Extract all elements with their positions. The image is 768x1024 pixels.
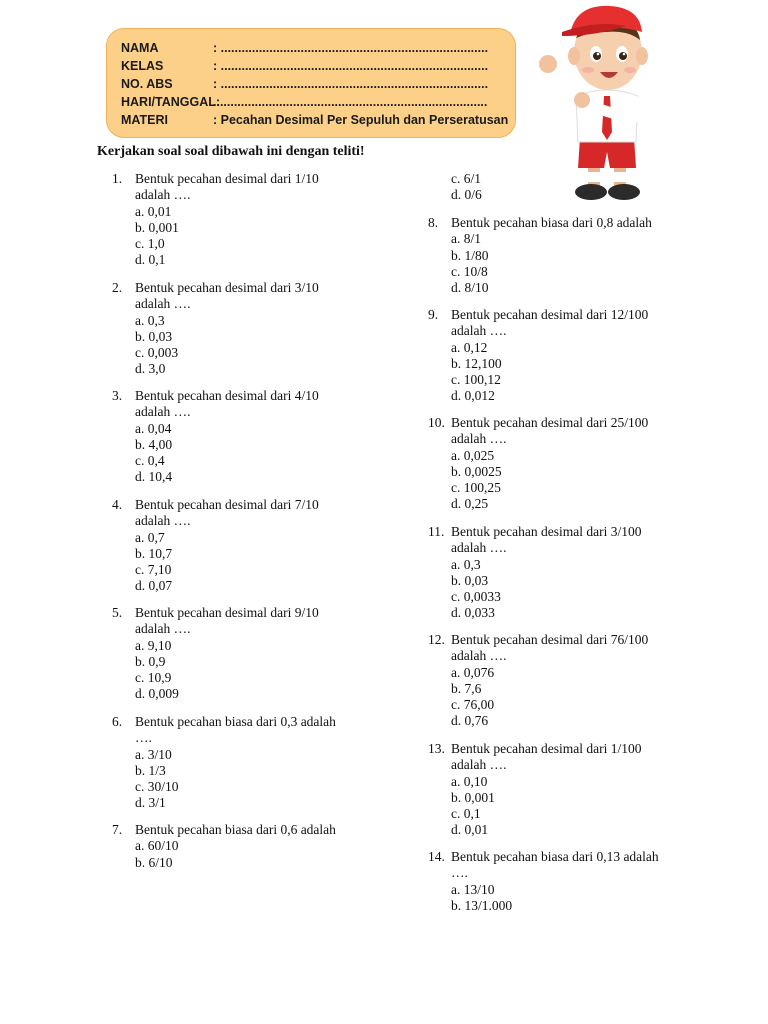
subject-value: : Pecahan Desimal Per Sepuluh dan Perseratusan	[213, 113, 509, 127]
question-text-cont: adalah ….	[135, 513, 191, 529]
option-b[interactable]: b. 6/10	[135, 854, 173, 870]
question-10	[430, 415, 680, 513]
date-field[interactable]: ...............................................................................	[213, 95, 488, 109]
question-number: 7.	[112, 822, 123, 837]
option-a[interactable]: a. 0,12	[451, 339, 488, 355]
question-2	[114, 280, 354, 378]
option-a[interactable]: a. 0,04	[135, 420, 172, 436]
question-number: 10.	[428, 415, 445, 430]
question-text: Bentuk pecahan desimal dari 3/10	[135, 280, 319, 295]
question-text-cont: adalah ….	[135, 621, 191, 637]
question-number: 8.	[428, 215, 439, 230]
option-a[interactable]: a. 3/10	[135, 746, 172, 762]
question-number: 11.	[428, 524, 445, 539]
class-field[interactable]: : .............................................................................	[213, 59, 489, 73]
student-info-box	[106, 28, 516, 138]
question-number: 4.	[112, 497, 123, 512]
option-b[interactable]: b. 10,7	[135, 545, 173, 561]
question-text: Bentuk pecahan desimal dari 76/100	[451, 632, 649, 647]
question-text: Bentuk pecahan desimal dari 12/100	[451, 307, 649, 322]
question-number: 2.	[112, 280, 123, 295]
question-7	[114, 822, 354, 871]
date-row: HARI/TANGGAL:...............................................................................	[121, 95, 488, 109]
question-text-cont: adalah ….	[135, 187, 191, 203]
question-text-cont: adalah ….	[451, 757, 507, 773]
instruction-text: Kerjakan soal soal dibawah ini dengan teliti!	[97, 144, 365, 159]
option-c[interactable]: c. 0,003	[135, 345, 179, 361]
question-number: 9.	[428, 307, 439, 322]
option-d[interactable]: d. 0,009	[135, 686, 179, 702]
option-b[interactable]: b. 0,03	[135, 328, 173, 344]
option-c[interactable]: c. 100,12	[451, 372, 501, 388]
question-number: 1.	[112, 171, 123, 186]
option-d[interactable]: d. 0,033	[451, 605, 495, 621]
question-text: Bentuk pecahan biasa dari 0,6 adalah	[135, 822, 336, 837]
option-c[interactable]: c. 10/8	[451, 263, 488, 279]
option-c[interactable]: c. 100,25	[451, 480, 501, 496]
option-c[interactable]: c. 1,0	[135, 236, 165, 252]
question-text-cont: adalah ….	[135, 404, 191, 420]
subject-row: MATERI : Pecahan Desimal Per Sepuluh dan Perseratusan	[121, 113, 509, 127]
absen-row: NO. ABS : .............................................................................	[121, 77, 489, 91]
question-number: 6.	[112, 714, 123, 729]
option-a[interactable]: a. 0,3	[135, 312, 165, 328]
question-6	[114, 714, 354, 812]
question-text: Bentuk pecahan desimal dari 9/10	[135, 605, 319, 620]
option-b[interactable]: b. 0,0025	[451, 463, 502, 479]
question-9	[430, 307, 680, 405]
option-d[interactable]: d. 0,01	[451, 822, 489, 838]
option-a[interactable]: a. 0,7	[135, 529, 165, 545]
name-row: NAMA : .............................................................................	[121, 41, 489, 55]
option-c[interactable]: c. 76,00	[451, 697, 495, 713]
option-a[interactable]: a. 0,076	[451, 664, 495, 680]
option-b[interactable]: b. 0,001	[451, 789, 495, 805]
option-d[interactable]: d. 3/1	[135, 795, 166, 811]
question-text-cont: adalah ….	[451, 648, 507, 664]
question-text: Bentuk pecahan biasa dari 0,13 adalah	[451, 849, 659, 864]
option-d[interactable]: d. 0,012	[451, 388, 495, 404]
option-d[interactable]: d. 0,25	[451, 496, 489, 512]
question-13	[430, 741, 680, 839]
question-number: 12.	[428, 632, 445, 647]
option-d[interactable]: d. 0/6	[451, 187, 482, 203]
option-a[interactable]: a. 0,10	[451, 773, 488, 789]
option-b[interactable]: b. 0,9	[135, 653, 166, 669]
option-d[interactable]: d. 8/10	[451, 280, 489, 296]
option-c[interactable]: c. 0,0033	[451, 589, 501, 605]
option-b[interactable]: b. 1/3	[135, 762, 166, 778]
absen-field[interactable]: : .............................................................................	[213, 77, 489, 91]
option-a[interactable]: a. 13/10	[451, 881, 495, 897]
option-a[interactable]: a. 60/10	[135, 838, 179, 854]
question-text-cont: adalah ….	[451, 323, 507, 339]
question-number: 5.	[112, 605, 123, 620]
question-4	[114, 497, 354, 595]
option-d[interactable]: d. 0,07	[135, 578, 173, 594]
option-b[interactable]: b. 12,100	[451, 355, 502, 371]
option-a[interactable]: a. 0,01	[135, 203, 172, 219]
question-text-cont: adalah ….	[135, 296, 191, 312]
question-7-continued	[430, 171, 680, 204]
question-text-cont: adalah ….	[451, 431, 507, 447]
option-a[interactable]: a. 9,10	[135, 637, 172, 653]
option-c[interactable]: c. 0,4	[135, 453, 165, 469]
question-text: Bentuk pecahan desimal dari 4/10	[135, 388, 319, 403]
question-text: Bentuk pecahan desimal dari 25/100	[451, 415, 649, 430]
option-c[interactable]: c. 0,1	[451, 806, 481, 822]
question-text: Bentuk pecahan biasa dari 0,3 adalah	[135, 714, 336, 729]
question-12	[430, 632, 680, 730]
question-8	[430, 215, 680, 296]
name-field[interactable]: : .............................................................................	[213, 41, 489, 55]
option-b[interactable]: b. 4,00	[135, 436, 173, 452]
option-c[interactable]: c. 7,10	[135, 562, 172, 578]
option-b[interactable]: b. 0,001	[135, 219, 179, 235]
option-b[interactable]: b. 13/1.000	[451, 897, 513, 913]
option-c[interactable]: c. 6/1	[451, 171, 481, 186]
question-text: Bentuk pecahan desimal dari 1/10	[135, 171, 319, 186]
question-text-cont: adalah ….	[451, 540, 507, 556]
option-a[interactable]: a. 8/1	[451, 231, 481, 247]
option-d[interactable]: d. 3,0	[135, 361, 166, 377]
option-b[interactable]: b. 1/80	[451, 247, 489, 263]
question-text: Bentuk pecahan desimal dari 1/100	[451, 741, 642, 756]
option-c[interactable]: c. 10,9	[135, 670, 172, 686]
question-text: Bentuk pecahan desimal dari 7/10	[135, 497, 319, 512]
question-number: 14.	[428, 849, 445, 864]
question-text-cont: ….	[135, 730, 152, 746]
option-b[interactable]: b. 7,6	[451, 680, 482, 696]
option-d[interactable]: d. 0,1	[135, 252, 166, 268]
option-d[interactable]: d. 0,76	[451, 713, 489, 729]
question-3	[114, 388, 354, 486]
question-number: 3.	[112, 388, 123, 403]
option-b[interactable]: b. 0,03	[451, 572, 489, 588]
option-d[interactable]: d. 10,4	[135, 469, 173, 485]
question-11	[430, 524, 680, 622]
question-14	[430, 849, 680, 914]
question-text-cont: ….	[451, 865, 468, 881]
option-a[interactable]: a. 0,3	[451, 556, 481, 572]
option-a[interactable]: a. 0,025	[451, 447, 495, 463]
class-row: KELAS : .............................................................................	[121, 59, 489, 73]
question-text: Bentuk pecahan desimal dari 3/100	[451, 524, 642, 539]
question-text: Bentuk pecahan biasa dari 0,8 adalah	[451, 215, 652, 230]
question-1	[114, 171, 354, 269]
question-5	[114, 605, 354, 703]
question-number: 13.	[428, 741, 445, 756]
option-c[interactable]: c. 30/10	[135, 779, 179, 795]
